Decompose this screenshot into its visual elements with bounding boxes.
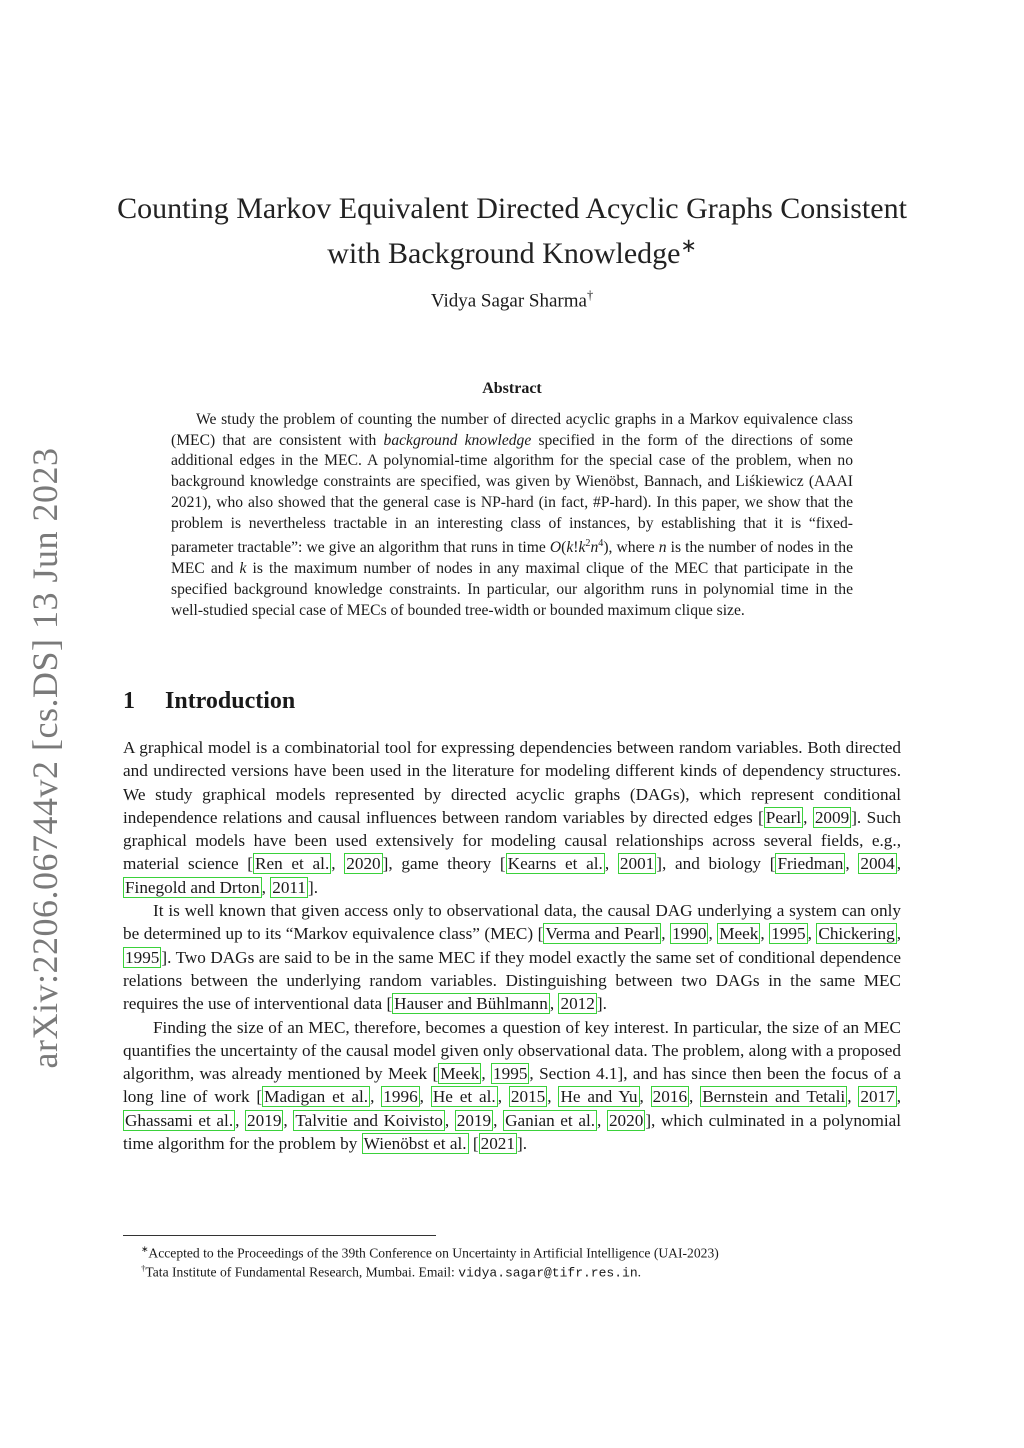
citation-link[interactable]: 2012 bbox=[560, 994, 595, 1014]
citation-link[interactable]: 2021 bbox=[480, 1134, 515, 1154]
footnote-text: Tata Institute of Fundamental Research, Mumbai. Email: bbox=[145, 1264, 459, 1280]
citation-link[interactable]: Wienöbst et al. bbox=[363, 1134, 467, 1154]
arxiv-identifier: arXiv:2206.06744v2 [cs.DS] 13 Jun 2023 bbox=[25, 447, 65, 1069]
text: , Section 4.1], and has since then been the focus of a long line of work [ bbox=[123, 1064, 902, 1107]
citation-link[interactable]: Bernstein and Tetali bbox=[702, 1087, 846, 1107]
text: ]. Such graphical models have been used extensively for modeling causal relationships across several fields, e.g., material science [ bbox=[123, 807, 902, 874]
text: , bbox=[896, 1087, 902, 1107]
formula-part: ! bbox=[573, 539, 579, 557]
formula-part: ( bbox=[561, 539, 567, 557]
paper-title bbox=[100, 190, 924, 273]
text: , bbox=[419, 1087, 431, 1107]
formula-part: k bbox=[566, 539, 574, 557]
text: ], game theory [ bbox=[382, 854, 506, 874]
author-name: Vidya Sagar Sharma bbox=[430, 290, 587, 312]
section-number: 1 bbox=[123, 688, 135, 714]
title-line-1: Counting Markov Equivalent Directed Acyclic Graphs Consistent bbox=[117, 192, 907, 225]
citation-link[interactable]: Ren et al. bbox=[255, 854, 330, 874]
abstract-part: , where bbox=[608, 539, 659, 557]
text: , bbox=[331, 854, 345, 874]
formula-part: 4 bbox=[598, 538, 604, 550]
formula-part: ) bbox=[603, 539, 609, 557]
text: , bbox=[497, 1087, 509, 1107]
text: , bbox=[807, 924, 817, 944]
complexity-formula bbox=[550, 539, 609, 556]
citation-link[interactable]: Pearl bbox=[765, 807, 802, 827]
text: ]. Two DAGs are said to be in the same MEC if they model exactly the same set of conditional dependence relations between the underlying random variables. Distinguishing between two DAGs in the same MEC requires the use of interventional data [ bbox=[123, 947, 901, 1014]
citation-link[interactable]: 2020 bbox=[608, 1110, 644, 1130]
citation-link[interactable]: 2020 bbox=[346, 854, 381, 874]
citation-link[interactable]: 2001 bbox=[619, 854, 655, 874]
text: [ bbox=[468, 1134, 479, 1154]
formula-part: 2 bbox=[585, 538, 591, 550]
citation-link[interactable]: Chickering bbox=[818, 924, 895, 944]
introduction-body bbox=[123, 736, 901, 1155]
formula-part: k bbox=[578, 539, 586, 557]
footnote-mark: ∗ bbox=[141, 1244, 149, 1254]
citation-link[interactable]: Friedman bbox=[777, 854, 844, 874]
title-line-2: with Background Knowledge bbox=[327, 237, 681, 270]
text: , bbox=[847, 1087, 859, 1107]
text: A graphical model is a combinatorial tool for expressing dependencies between random variables. Both directed and undirected versions have been used in the literature for modeling different kinds of dependency structures. We study graphical models represented by directed acyclic graphs (DAGs), which represent conditional independence relations and causal influences between random variables by directed edges [ bbox=[123, 738, 901, 827]
citation-link[interactable]: 1995 bbox=[771, 924, 806, 944]
abstract-part: is the maximum number of nodes in any maximal clique of the MEC that participate in the specified background knowledge constraints. In particular, our algorithm runs in polynomial time in the well-studied special case of MECs of bounded tree-width or bounded maximum clique size. bbox=[171, 560, 853, 619]
text: , bbox=[604, 854, 618, 874]
citation-link[interactable]: 1996 bbox=[383, 1087, 418, 1107]
text: , bbox=[481, 1064, 492, 1084]
section-title: Introduction bbox=[165, 688, 296, 714]
section-heading bbox=[123, 688, 823, 715]
arxiv-sidebar bbox=[5, 447, 85, 1069]
citation-link[interactable]: Finegold and Drton bbox=[125, 877, 260, 897]
citation-link[interactable]: Verma and Pearl bbox=[545, 924, 660, 944]
citation-link[interactable]: Kearns et al. bbox=[507, 854, 603, 874]
text: , bbox=[760, 924, 770, 944]
text: , bbox=[661, 924, 671, 944]
title-footnote-mark[interactable]: ∗ bbox=[680, 236, 697, 257]
text: , bbox=[261, 877, 271, 897]
text: , bbox=[803, 807, 813, 827]
abstract-part: is the number of nodes in the MEC and bbox=[171, 539, 853, 578]
footnote-mark: † bbox=[141, 1263, 146, 1273]
abstract-part: specified in the form of the directions of some additional edges in the MEC. A polynomial-time algorithm for the special case of the problem, when no background knowledge constraints are specified, was given by Wienöbst, Bannach, and Liśkiewicz (AAAI 2021), who also showed that the general case is NP-hard (in fact, #P-hard). In this paper, we show that the problem is nevertheless tractable in an interesting class of instances, by establishing that it is “fixed-parameter tractable”: we give an algorithm that runs in time bbox=[171, 431, 853, 557]
citation-link[interactable]: He and Yu bbox=[560, 1087, 638, 1107]
formula-part: O bbox=[549, 539, 562, 557]
footnote-end: . bbox=[637, 1264, 642, 1280]
text: , bbox=[597, 1110, 607, 1130]
text: Finding the size of an MEC, therefore, becomes a question of key interest. In particular, the size of an MEC quantifies the uncertainty of the causal model given only observational data. The problem, along with a proposed algorithm, was already mentioned by Meek [ bbox=[123, 1017, 901, 1084]
abstract-emphasis: background knowledge bbox=[383, 431, 532, 449]
math-variable: k bbox=[239, 560, 247, 578]
citation-link[interactable]: Ghassami et al. bbox=[125, 1110, 234, 1130]
citation-link[interactable]: 2015 bbox=[510, 1087, 546, 1107]
citation-link[interactable]: 2019 bbox=[247, 1110, 282, 1130]
text: , bbox=[639, 1087, 651, 1107]
author bbox=[100, 288, 924, 312]
text: , bbox=[549, 994, 559, 1014]
footnote-2 bbox=[141, 1259, 921, 1283]
citation-link[interactable]: Ganian et al. bbox=[505, 1110, 596, 1130]
citation-link[interactable]: He et al. bbox=[432, 1087, 496, 1107]
text: ]. bbox=[596, 994, 607, 1014]
citation-link[interactable]: 1995 bbox=[125, 947, 160, 967]
citation-link[interactable]: Hauser and Bühlmann bbox=[394, 994, 548, 1014]
citation-link[interactable]: 2009 bbox=[814, 807, 850, 827]
citation-link[interactable]: Meek bbox=[719, 924, 759, 944]
text: , bbox=[370, 1087, 382, 1107]
abstract-text bbox=[171, 410, 853, 621]
text: , bbox=[896, 854, 902, 874]
citation-link[interactable]: 2011 bbox=[272, 877, 306, 897]
text: , bbox=[689, 1087, 701, 1107]
citation-link[interactable]: 1995 bbox=[493, 1064, 528, 1084]
citation-link[interactable]: 1990 bbox=[672, 924, 707, 944]
abstract-part: We study the problem of counting the number of directed acyclic graphs in a Markov equivalence class (MEC) that are consistent with bbox=[171, 411, 853, 449]
text: It is well known that given access only to observational data, the causal DAG underlying a system can only be determined up to its “Markov equivalence class” (MEC) [ bbox=[123, 901, 901, 944]
text: , bbox=[845, 854, 859, 874]
citation-link[interactable]: 2004 bbox=[860, 854, 895, 874]
text: , bbox=[235, 1110, 246, 1130]
citation-link[interactable]: 2016 bbox=[652, 1087, 688, 1107]
text: , bbox=[444, 1110, 455, 1130]
abstract-heading: Abstract bbox=[482, 380, 542, 397]
text: ], which culminated in a polynomial time algorithm for the problem by bbox=[123, 1110, 902, 1154]
paragraph-1 bbox=[123, 736, 901, 899]
text: , bbox=[547, 1087, 559, 1107]
author-email[interactable]: vidya.sagar@tifr.res.in bbox=[458, 1265, 638, 1281]
math-variable: n bbox=[658, 539, 667, 557]
text: ], and biology [ bbox=[656, 854, 776, 874]
text: ]. bbox=[516, 1134, 527, 1154]
citation-link[interactable]: Meek bbox=[440, 1064, 480, 1084]
text: , bbox=[283, 1110, 294, 1130]
footnote-rule bbox=[123, 1235, 436, 1236]
citation-link[interactable]: 2019 bbox=[456, 1110, 492, 1130]
paragraph-3 bbox=[123, 1016, 901, 1156]
footnote-text: Accepted to the Proceedings of the 39th Conference on Uncertainty in Artificial Intelligence (UAI-2023) bbox=[148, 1245, 719, 1261]
text: , bbox=[493, 1110, 504, 1130]
text: , bbox=[708, 924, 718, 944]
author-footnote-mark[interactable]: † bbox=[586, 288, 594, 302]
text: , bbox=[896, 924, 902, 944]
formula-part: n bbox=[590, 539, 599, 557]
text: ]. bbox=[307, 877, 318, 897]
citation-link[interactable]: 2017 bbox=[860, 1087, 895, 1107]
paragraph-2 bbox=[123, 899, 901, 1015]
citation-link[interactable]: Madigan et al. bbox=[264, 1087, 369, 1107]
citation-link[interactable]: Talvitie and Koivisto bbox=[295, 1110, 443, 1130]
